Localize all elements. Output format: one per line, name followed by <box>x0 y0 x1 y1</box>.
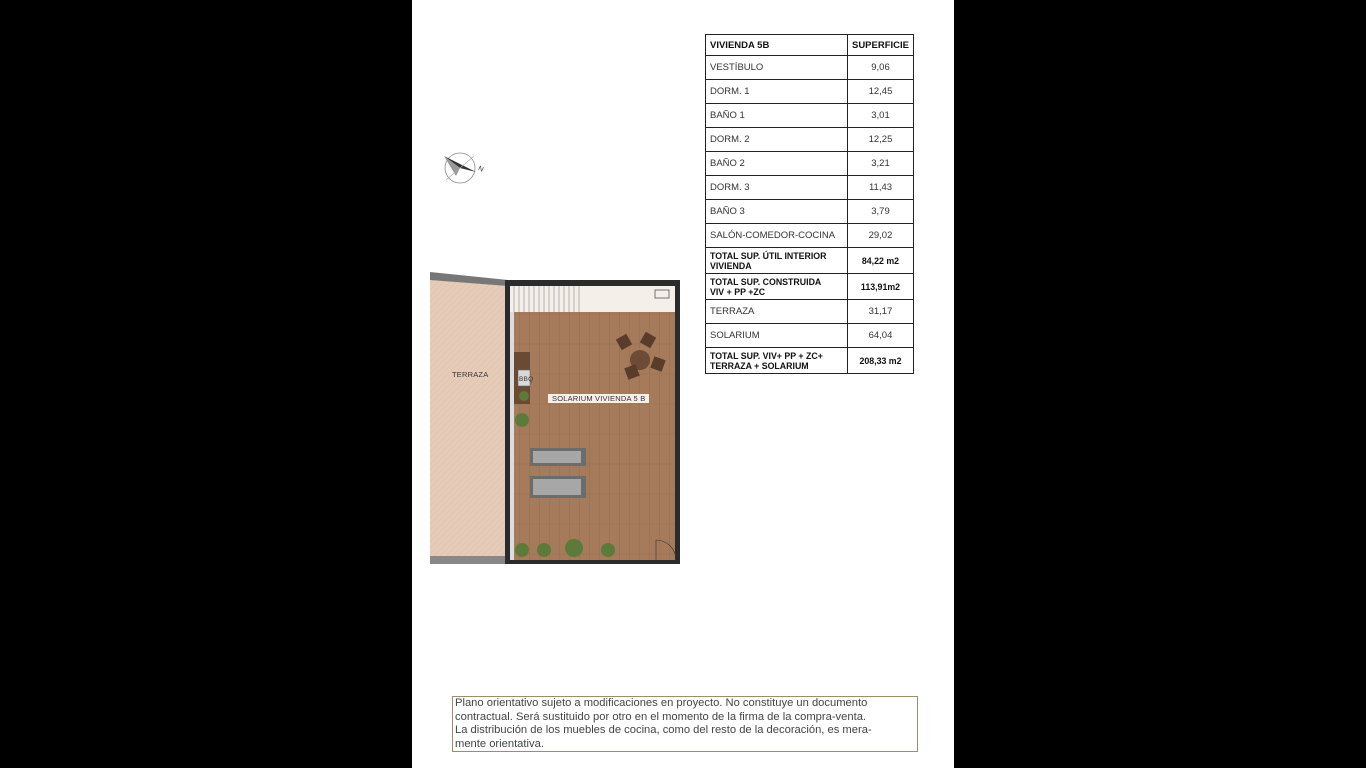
header-surface: SUPERFICIE <box>847 35 913 56</box>
row-label: BAÑO 2 <box>706 152 848 176</box>
row-label-line: VIV + PP +ZC <box>710 286 766 297</box>
note-line: mente orientativa. <box>455 737 544 750</box>
note-line: Plano orientativo sujeto a modificaciones en proyecto. No constituye un documento <box>455 697 868 709</box>
table-row <box>706 128 914 152</box>
row-value: 113,91m2 <box>847 274 913 300</box>
note-line: contractual. Será sustituido por otro en el momento de la firma de la compra-venta. <box>455 710 867 723</box>
row-label-line: VIVIENDA <box>710 260 752 271</box>
row-label: TERRAZA <box>706 300 848 324</box>
disclaimer-note <box>452 696 918 752</box>
row-value: 84,22 m2 <box>847 248 913 274</box>
row-label: SALÓN-COMEDOR-COCINA <box>706 224 848 248</box>
row-label: DORM. 1 <box>706 80 848 104</box>
table-row <box>706 80 914 104</box>
row-value: 208,33 m2 <box>847 348 913 374</box>
row-label <box>706 348 848 374</box>
row-label: VESTÍBULO <box>706 56 848 80</box>
table-row-total <box>706 248 914 274</box>
plan-drawing <box>430 272 680 566</box>
row-value: 9,06 <box>847 56 913 80</box>
table-row <box>706 324 914 348</box>
row-value: 12,45 <box>847 80 913 104</box>
row-label-line: TOTAL SUP. CONSTRUIDA <box>710 276 822 287</box>
row-label: BAÑO 1 <box>706 104 848 128</box>
row-label: DORM. 2 <box>706 128 848 152</box>
row-value: 29,02 <box>847 224 913 248</box>
terraza-area <box>430 280 508 564</box>
row-label: SOLARIUM <box>706 324 848 348</box>
bbq-label: BBQ <box>519 376 534 383</box>
table-row <box>706 224 914 248</box>
row-label: DORM. 3 <box>706 176 848 200</box>
row-label-line: TOTAL SUP. VIV+ PP + ZC+ <box>710 350 823 361</box>
row-label-line: TOTAL SUP. ÚTIL INTERIOR <box>710 250 827 261</box>
row-label <box>706 248 848 274</box>
north-label: N <box>476 165 485 174</box>
table-row <box>706 56 914 80</box>
table-row-total <box>706 348 914 374</box>
row-label: BAÑO 3 <box>706 200 848 224</box>
north-arrow-icon <box>442 150 492 195</box>
floor-plan-page <box>412 0 954 768</box>
row-label-line: TERRAZA + SOLARIUM <box>710 360 809 371</box>
table-row <box>706 176 914 200</box>
row-value: 3,01 <box>847 104 913 128</box>
row-label <box>706 274 848 300</box>
solarium-floor <box>514 312 675 560</box>
table-row <box>706 200 914 224</box>
row-value: 3,79 <box>847 200 913 224</box>
row-value: 11,43 <box>847 176 913 200</box>
table-row <box>706 152 914 176</box>
table-row <box>706 300 914 324</box>
row-value: 12,25 <box>847 128 913 152</box>
table-row-total <box>706 274 914 300</box>
row-value: 3,21 <box>847 152 913 176</box>
table-header-row <box>706 35 914 56</box>
solarium-label: SOLARIUM VIVIENDA 5 B <box>548 394 649 403</box>
terraza-label: TERRAZA <box>452 370 489 379</box>
row-value: 64,04 <box>847 324 913 348</box>
table-row <box>706 104 914 128</box>
note-line: La distribución de los muebles de cocina, como del resto de la decoración, es mera- <box>455 724 872 736</box>
surface-table <box>705 34 914 374</box>
row-value: 31,17 <box>847 300 913 324</box>
solarium-plan <box>430 272 680 571</box>
header-unit: VIVIENDA 5B <box>706 35 848 56</box>
